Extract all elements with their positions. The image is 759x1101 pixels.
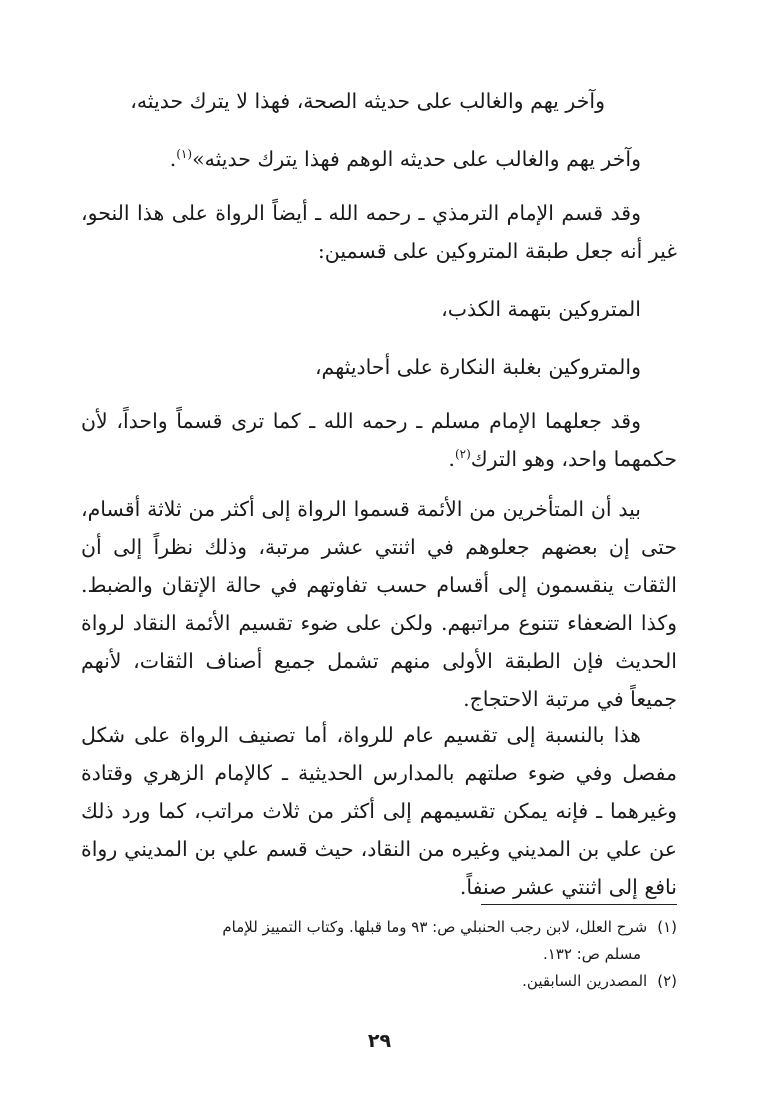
footnote-1-continuation: مسلم ص: ١٣٢. [542,945,641,963]
paragraph-classification: هذا بالنسبة إلى تقسيم عام للرواة، أما تصنيف الرواة على شكل مفصل وفي ضوء صلتهم بالمدارس الحديثية ـ كالإمام الزهري وقتادة وغيرهما ـ فإنه يمكن تقسيمهم إلى أكثر من ثلاث مراتب، كما ورد ذلك عن علي بن المديني وغيره من النقاد، حيث قسم علي بن المديني رواة نافع إلى اثنتي عشر صنفاً. [81,723,677,899]
paragraph-muslim [81,402,677,478]
footnote-separator [481,904,677,905]
footnote-ref-1[interactable]: (١) [176,147,193,162]
body-line-2-end: . [169,147,177,171]
body-line-2 [81,140,677,178]
footnote-2 [81,968,677,995]
page-number: ٢٩ [367,1030,392,1052]
footnotes [81,914,677,995]
paragraph-tirmidhi: وقد قسم الإمام الترمذي ـ رحمه الله ـ أيضاً الرواة على هذا النحو، غير أنه جعل طبقة المتروكين على قسمين: [81,201,677,263]
body-line-4 [81,348,677,386]
footnote-1 [81,914,677,941]
footnote-2-number: (٢) [657,972,677,990]
body-line-3-text: المتروكين بتهمة الكذب، [441,297,641,321]
paragraph-later-imams: بيد أن المتأخرين من الأئمة قسموا الرواة إلى أكثر من ثلاثة أقسام، حتى إن بعضهم جعلوهم في اثنتي عشر مرتبة، وذلك نظراً إلى أن الثقات ينقسمون إلى أقسام حسب تفاوتهم في حالة الإتقان والضبط. وكذا الضعفاء تتنوع مراتبهم. ولكن على ضوء تقسيم الأئمة النقاد لرواة الحديث فإن الطبقة الأولى منهم تشمل جميع أصناف الثقات، لأنهم جميعاً في مرتبة الاحتجاج. [81,497,677,711]
paragraph-muslim-text: وقد جعلهما الإمام مسلم ـ رحمه الله ـ كما ترى قسماً واحداً، لأن حكمهما واحد، وهو الترك [81,409,677,471]
body-line-3 [81,290,677,328]
footnote-ref-2[interactable]: (٢) [454,447,471,462]
body-line-2-text: وآخر يهم والغالب على حديثه الوهم فهذا يترك حديثه» [192,147,641,171]
body-line-1 [81,82,677,120]
body-line-1-text: وآخر يهم والغالب على حديثه الصحة، فهذا لا يترك حديثه، [130,89,605,113]
body-line-4-text: والمتروكين بغلبة النكارة على أحاديثهم، [314,355,641,379]
footnote-1-number: (١) [657,918,677,936]
footnote-1-text: شرح العلل، لابن رجب الحنبلي ص: ٩٣ وما قبلها. وكتاب التمييز للإمام [222,918,648,936]
footnote-2-text: المصدرين السابقين. [522,972,648,990]
paragraph-muslim-end: . [448,447,455,471]
